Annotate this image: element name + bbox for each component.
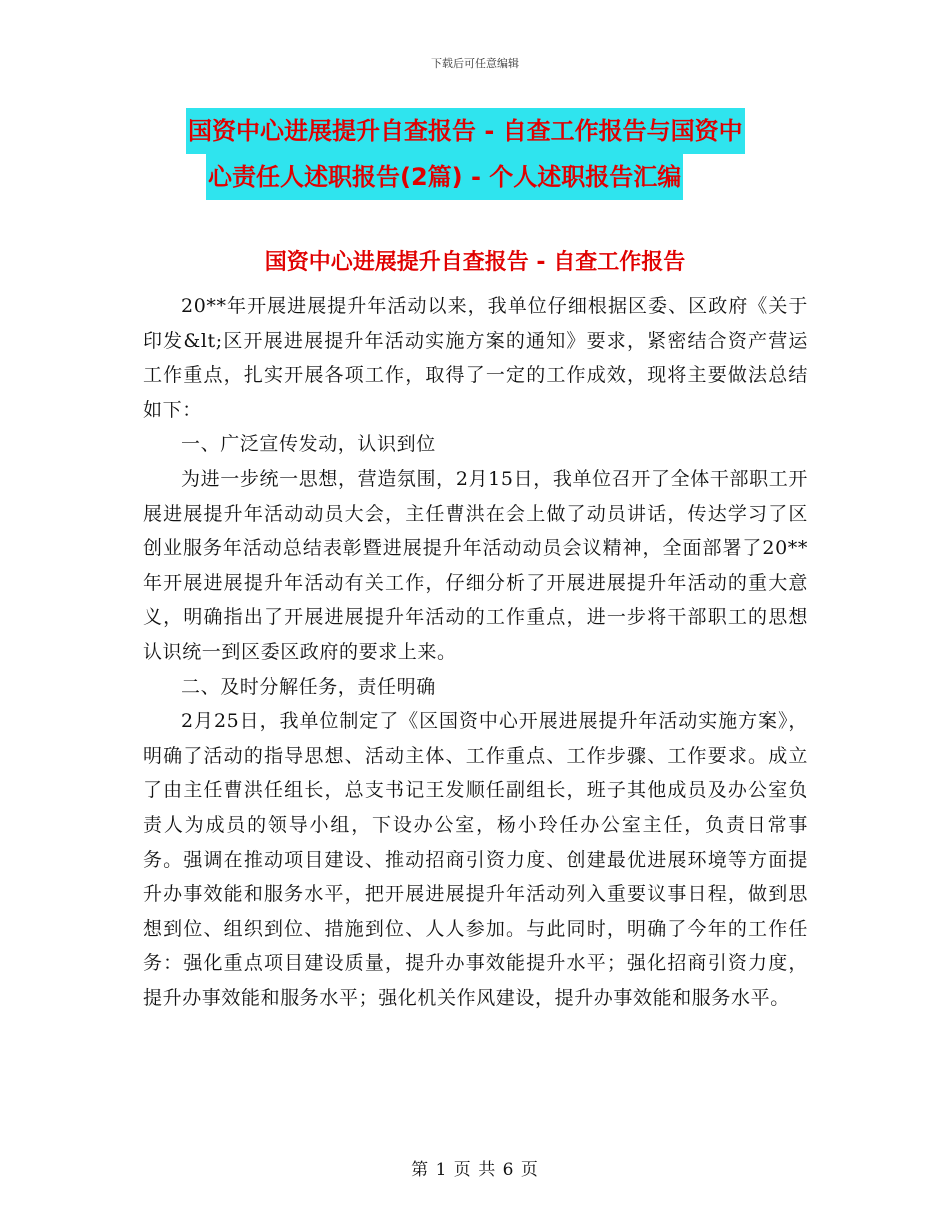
heading-2: 二、及时分解任务，责任明确 <box>181 675 436 698</box>
page-header-note: 下载后可任意编辑 <box>431 57 519 70</box>
paragraph-intro: 20**年开展进展提升年活动以来，我单位仔细根据区委、区政府《关于印发&lt;区开展进展提升年活动实施方案的通知》要求，紧密结合资产营运工作重点，扎实开展各项工作，取得了一定的工作成效，现将主要做法总结如下： <box>143 295 808 421</box>
paragraph-2: 2月25日，我单位制定了《区国资中心开展进展提升年活动实施方案》，明确了活动的指导思想、活动主体、工作重点、工作步骤、工作要求。成立了由主任曹洪任组长，总支书记王发顺任副组长，班子其他成员及办公室负责人为成员的领导小组，下设办公室，杨小玲任办公室主任，负责日常事务。强调在推动项目建设、推动招商引资力度、创建最优进展环境等方面提升办事效能和服务水平，把开展进展提升年活动列入重要议事日程，做到思想到位、组织到位、措施到位、人人参加。与此同时，明确了今年的工作任务：强化重点项目建设质量，提升办事效能提升水平；强化招商引资力度，提升办事效能和服务水平；强化机关作风建设，提升办事效能和服务水平。 <box>143 710 808 1009</box>
document-title-line-1: 国资中心进展提升自查报告 - 自查工作报告与国资中 <box>186 108 745 154</box>
document-title <box>150 108 830 200</box>
heading-1: 一、广泛宣传发动，认识到位 <box>181 433 436 456</box>
body-text <box>143 289 808 1015</box>
document-title-line-2: 心责任人述职报告(2篇) - 个人述职报告汇编 <box>206 154 683 200</box>
section-title: 国资中心进展提升自查报告 - 自查工作报告 <box>264 250 686 275</box>
paragraph-1: 为进一步统一思想，营造氛围，2月15日，我单位召开了全体干部职工开展进展提升年活动动员大会，主任曹洪在会上做了动员讲话，传达学习了区创业服务年活动总结表彰暨进展提升年活动动员会议精神，全面部署了20**年开展进展提升年活动有关工作，仔细分析了开展进展提升年活动的重大意义，明确指出了开展进展提升年活动的工作重点，进一步将干部职工的思想认识统一到区委区政府的要求上来。 <box>143 467 808 663</box>
page-number-footer: 第 1 页 共 6 页 <box>411 1160 539 1180</box>
